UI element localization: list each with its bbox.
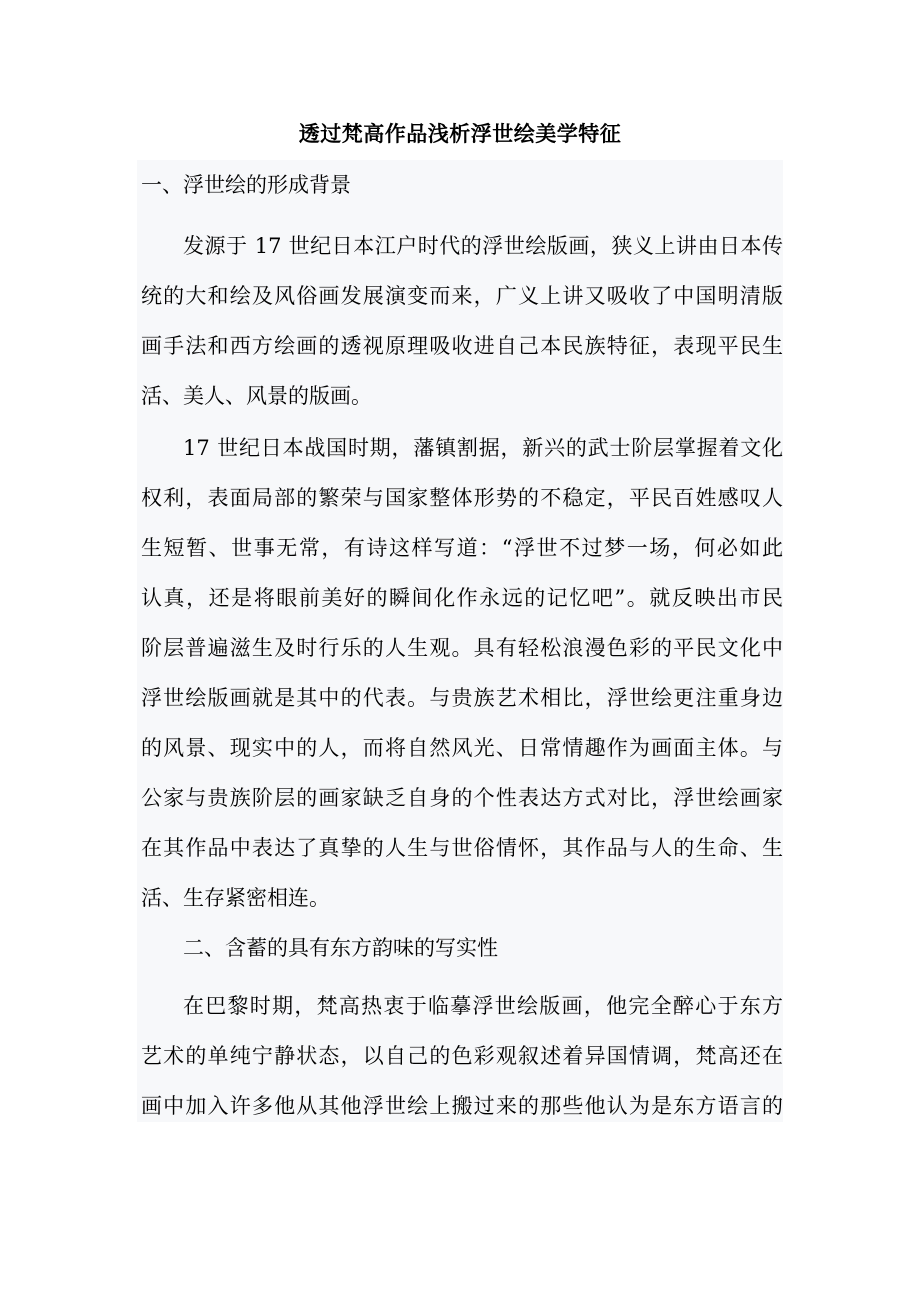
paragraph-line: 在巴黎时期，梵高热衷于临摹浮世绘版画，他完全醉心于东方 — [183, 994, 783, 1018]
document-title: 透过梵高作品浅析浮世绘美学特征 — [298, 122, 622, 146]
paragraph-line: 浮世绘版画就是其中的代表。与贵族艺术相比，浮世绘更注重身边 — [141, 686, 783, 710]
paragraph-line: 画手法和西方绘画的透视原理吸收进自己本民族特征，表现平民生 — [141, 334, 783, 358]
paragraph-line: 17 世纪日本战国时期，藩镇割据，新兴的武士阶层掌握着文化 — [183, 436, 783, 460]
paragraph-line: 画中加入许多他从其他浮世绘上搬过来的那些他认为是东方语言的 — [141, 1094, 783, 1118]
paragraph-line: 生短暂、世事无常，有诗这样写道：“浮世不过梦一场，何必如此 — [141, 536, 783, 560]
paragraph-line: 在其作品中表达了真挚的人生与世俗情怀，其作品与人的生命、生 — [141, 836, 783, 860]
paragraph-line: 发源于 17 世纪日本江户时代的浮世绘版画，狭义上讲由日本传 — [183, 234, 783, 258]
paragraph-line: 权利，表面局部的繁荣与国家整体形势的不稳定，平民百姓感叹人 — [141, 486, 783, 510]
document-body — [137, 160, 783, 1122]
paragraph-line: 认真，还是将眼前美好的瞬间化作永远的记忆吧”。就反映出市民 — [141, 586, 783, 610]
paragraph-line: 的风景、现实中的人，而将自然风光、日常情趣作为画面主体。与 — [141, 736, 783, 760]
paragraph-line: 公家与贵族阶层的画家缺乏自身的个性表达方式对比，浮世绘画家 — [141, 786, 783, 810]
section-heading-2: 二、含蓄的具有东方韵味的写实性 — [183, 936, 498, 960]
section-heading-1: 一、浮世绘的形成背景 — [141, 173, 351, 197]
paragraph-line: 艺术的单纯宁静状态，以自己的色彩观叙述着异国情调，梵高还在 — [141, 1044, 783, 1068]
paragraph-line: 统的大和绘及风俗画发展演变而来，广义上讲又吸收了中国明清版 — [141, 284, 783, 308]
paragraph-line: 活、生存紧密相连。 — [141, 886, 330, 910]
paragraph-line: 活、美人、风景的版画。 — [141, 384, 372, 408]
paragraph-line: 阶层普遍滋生及时行乐的人生观。具有轻松浪漫色彩的平民文化中 — [141, 636, 783, 660]
